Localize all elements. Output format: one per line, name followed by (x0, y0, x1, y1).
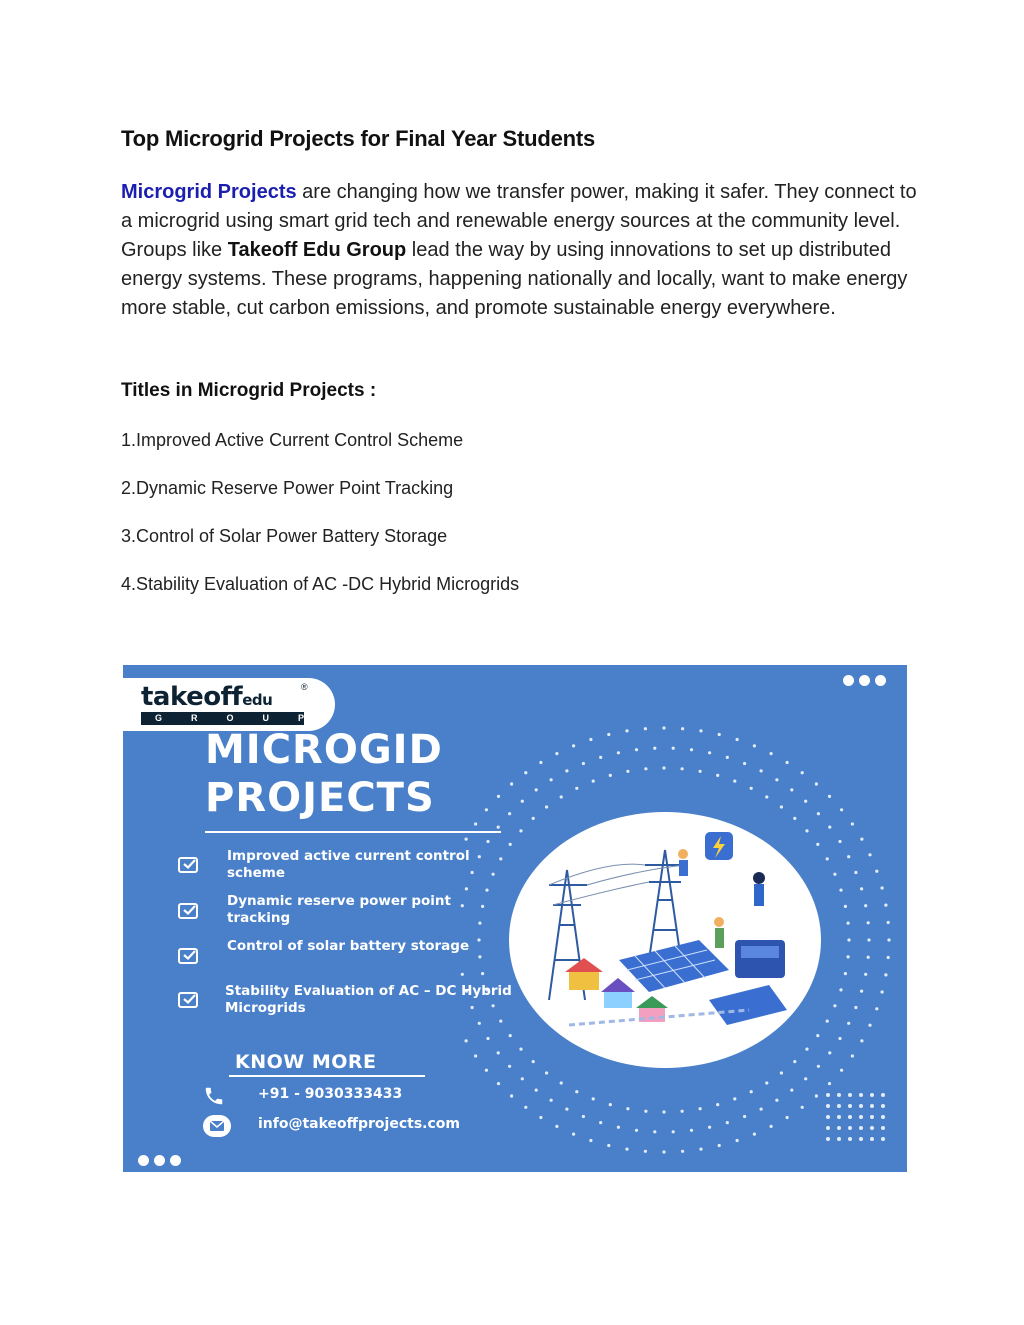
know-more-underline (229, 1075, 425, 1077)
logo-wordmark (141, 682, 272, 712)
microgrid-projects-link[interactable]: Microgrid Projects (121, 181, 297, 203)
logo (123, 678, 335, 731)
lightning-icon (705, 832, 733, 860)
intro-paragraph (121, 178, 921, 323)
email-address[interactable]: info@takeoffprojects.com (258, 1116, 460, 1132)
promo-banner (123, 665, 907, 1172)
intro-text-2: lead the way by using innovations to set up distributed energy systems. These programs, happening nationally and locally, want to make energy more stable, cut carbon emissions, and promote sustainable energy everywhere. (121, 239, 908, 319)
logo-word-takeoff: takeoff (141, 682, 243, 712)
page-title: Top Microgrid Projects for Final Year Students (121, 126, 596, 151)
battery-storage (735, 940, 785, 978)
dots-decoration-bottom (138, 1155, 181, 1166)
banner-item-3: Control of solar battery storage (227, 938, 470, 954)
phone-number[interactable]: +91 - 9030333433 (258, 1086, 403, 1102)
banner-item-1: Improved active current control scheme (227, 848, 470, 881)
title-divider (205, 831, 501, 833)
topic-item-4: 4.Stability Evaluation of AC -DC Hybrid Microgrids (121, 574, 520, 594)
topic-item-1: 1.Improved Active Current Control Scheme (121, 430, 464, 450)
takeoff-edu-group-text: Takeoff Edu Group (227, 239, 407, 261)
dots-decoration-top (843, 675, 886, 686)
banner-item-2: Dynamic reserve power point tracking (227, 893, 451, 926)
know-more-heading[interactable]: KNOW MORE (235, 1051, 377, 1073)
logo-group-strip: GROUP (141, 712, 304, 725)
check-icon (178, 903, 198, 919)
banner-item-4: Stability Evaluation of AC – DC Hybrid Microgrids (225, 983, 512, 1016)
check-icon (178, 857, 198, 873)
check-icon (178, 992, 198, 1008)
topic-item-3: 3.Control of Solar Power Battery Storage (121, 526, 448, 546)
microgrid-illustration (509, 810, 821, 1070)
mail-icon (203, 1115, 231, 1137)
check-icon (178, 948, 198, 964)
intro-text-1: are changing how we transfer power, making it safer. They connect to a microgrid using smart grid tech and renewable energy sources at the community level. Groups like (121, 181, 917, 261)
logo-registered-mark: ® (301, 682, 308, 692)
banner-title-line-2: PROJECTS (205, 775, 435, 821)
phone-icon (203, 1085, 225, 1107)
logo-word-edu: edu (242, 691, 273, 709)
section-subtitle: Titles in Microgrid Projects : (121, 380, 377, 401)
topic-item-2: 2.Dynamic Reserve Power Point Tracking (121, 478, 454, 498)
banner-title-line-1: MICROGID (205, 727, 443, 773)
